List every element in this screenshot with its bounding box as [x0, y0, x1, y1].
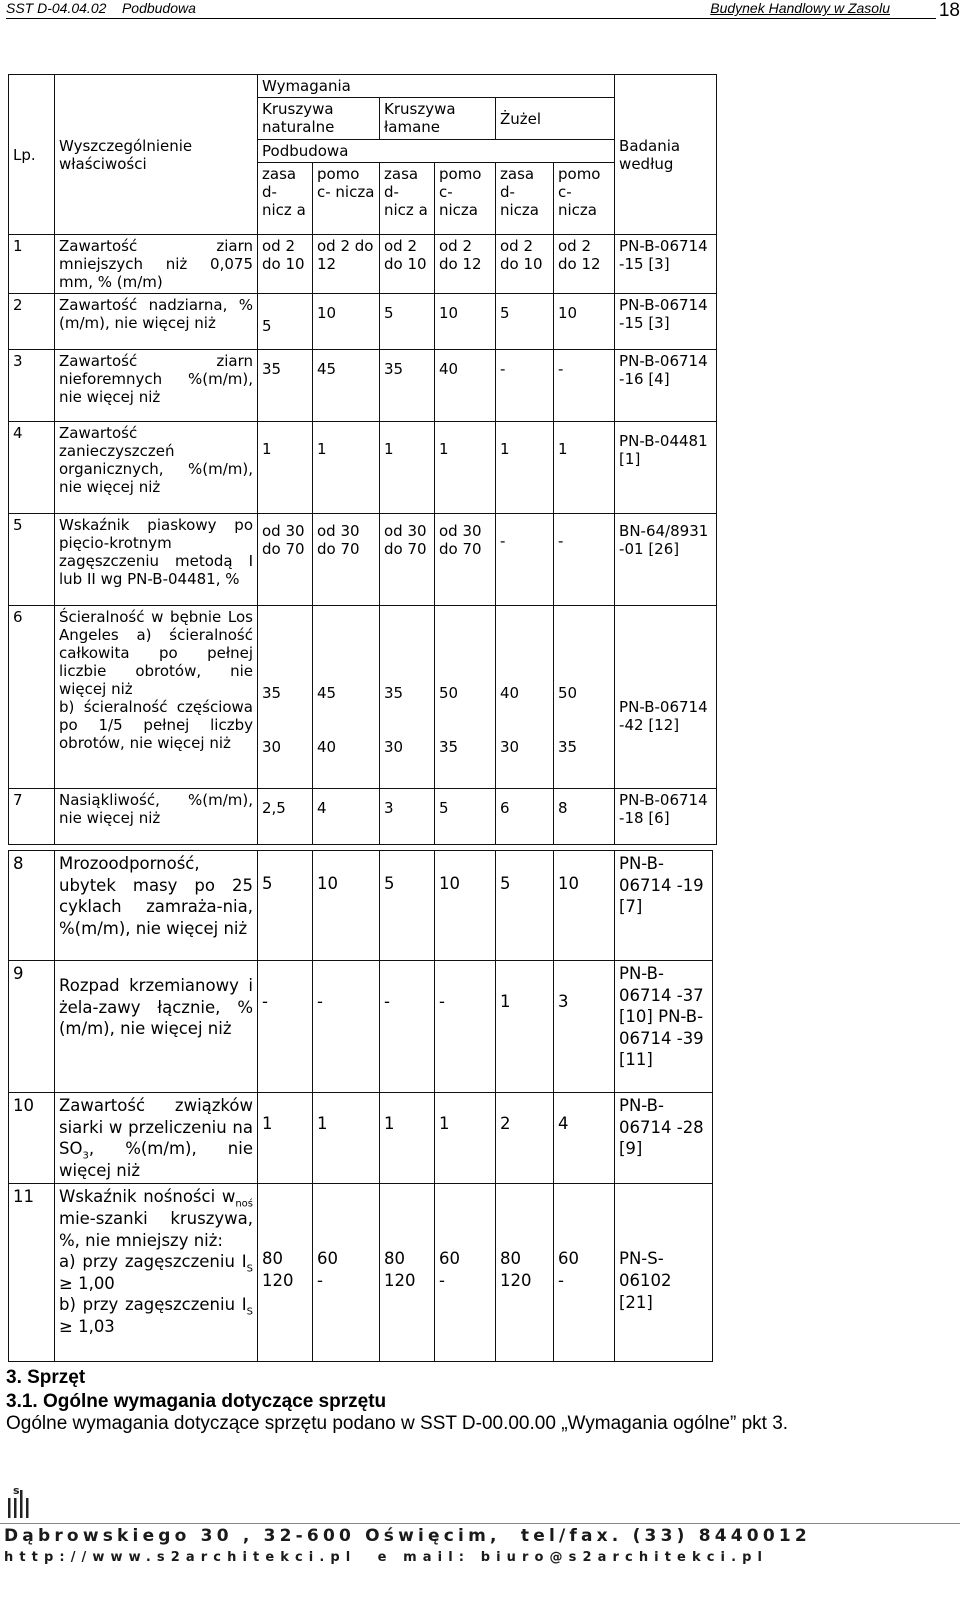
row-property-b: b) przy zagęszczeniu I [59, 1295, 247, 1315]
row-value-a: 40 [500, 684, 520, 702]
row-property-a: Ścieralność w bębnie Los Angeles a) ścieralność całkowita po pełnej liczbie obrotów, nie więcej niż [59, 608, 253, 698]
row-norm: PN-B-06714 -18 [6] [615, 789, 717, 845]
row-value-group [496, 606, 554, 789]
section-paragraph: Ogólne wymagania dotyczące sprzętu podano w SST D-00.00.00 „Wymagania ogólne” pkt 3. [6, 1413, 789, 1434]
row-value: 4 [554, 1093, 615, 1184]
row-value-b: - [439, 1270, 445, 1290]
row-value: 1 [435, 1093, 496, 1184]
row-property [55, 1093, 258, 1184]
row-value: 5 [258, 851, 313, 961]
row-value: 1 [435, 422, 496, 514]
row-value: - [496, 514, 554, 606]
row-property: Zawartość zanieczyszczeń organicznych, %(m/m), nie więcej niż [55, 422, 258, 514]
row-value-a: 80 [500, 1249, 521, 1269]
header-doc-id: SST D-04.04.02 Podbudowa [6, 0, 196, 16]
header-main-2: zasa d- nicz a [380, 163, 435, 235]
row-value: - [554, 350, 615, 422]
subscript: 3 [82, 1150, 89, 1162]
row-value: - [496, 350, 554, 422]
header-aux-3: pomo c- nicza [554, 163, 615, 235]
row-norm: PN-B-06714 -19 [7] [615, 851, 713, 961]
row-number: 8 [9, 851, 55, 961]
row-property: Zawartość ziarn mniejszych niż 0,075 mm, % (m/m) [55, 235, 258, 294]
row-property-text: ≥ 1,03 [59, 1316, 115, 1336]
row-value-group [258, 1184, 313, 1362]
section-title: 3. Sprzęt [6, 1367, 86, 1388]
running-header [6, 0, 936, 19]
row-property: Rozpad krzemianowy i żela-zawy łącznie, % (m/m), nie więcej niż [55, 961, 258, 1093]
row-value: od 2 do 10 [496, 235, 554, 294]
row-norm: PN-B-04481 [1] [615, 422, 717, 514]
row-value-a: 60 [439, 1249, 460, 1269]
header-property: Wyszczególnienie właściwości [55, 75, 258, 235]
row-value-group [380, 606, 435, 789]
row-value: 1 [380, 422, 435, 514]
row-property: Mrozoodporność, ubytek masy po 25 cyklach zamraża-nia, %(m/m), nie więcej niż [55, 851, 258, 961]
row-property-group [55, 606, 258, 789]
row-value-a: 50 [558, 684, 578, 702]
row-norm: PN-B-06714 -15 [3] [615, 294, 717, 350]
row-property: Zawartość ziarn nieforemnych %(m/m), nie więcej niż [55, 350, 258, 422]
row-value-b: 30 [384, 738, 404, 756]
row-number: 2 [9, 294, 55, 350]
row-value: - [258, 961, 313, 1093]
row-value-b: 120 [384, 1270, 416, 1290]
row-value-group [258, 606, 313, 789]
header-natural-aggregate: Kruszywa naturalne [258, 98, 380, 140]
row-property-a: a) przy zagęszczeniu I [59, 1252, 247, 1272]
row-value-b: 120 [262, 1270, 294, 1290]
row-value-b: 40 [317, 738, 337, 756]
row-value: 1 [496, 961, 554, 1093]
row-property-group [55, 1184, 258, 1362]
table-row [9, 350, 717, 422]
table-row [9, 1093, 713, 1184]
header-main-1: zasa d- nicz a [258, 163, 313, 235]
row-value: od 2 do 12 [313, 235, 380, 294]
row-value: - [435, 961, 496, 1093]
row-value: 10 [435, 294, 496, 350]
header-aux-2: pomo c- nicza [435, 163, 496, 235]
row-value: 10 [313, 294, 380, 350]
row-value: 8 [554, 789, 615, 845]
row-value: 35 [380, 350, 435, 422]
row-value: od 2 do 12 [554, 235, 615, 294]
row-value-a: 80 [262, 1249, 283, 1269]
requirements-table-part-2 [8, 850, 713, 1362]
table-row [9, 961, 713, 1093]
row-value-a: 35 [384, 684, 404, 702]
row-number: 7 [9, 789, 55, 845]
row-value: - [554, 514, 615, 606]
header-aux-1: pomo c- nicza [313, 163, 380, 235]
requirements-table-part-1 [8, 74, 717, 845]
row-property: Wskaźnik piaskowy po pięcio-krotnym zagęszczeniu metodą I lub II wg PN-B-04481, % [55, 514, 258, 606]
row-value: 2 [496, 1093, 554, 1184]
row-property-text: Wskaźnik nośności w [59, 1187, 236, 1207]
row-value: 10 [554, 851, 615, 961]
row-norm: PN-B-06714 -15 [3] [615, 235, 717, 294]
header-subbase: Podbudowa [258, 140, 615, 163]
row-number: 1 [9, 235, 55, 294]
row-value: 1 [313, 422, 380, 514]
row-value: 5 [496, 294, 554, 350]
row-value-b: - [558, 1270, 564, 1290]
row-value: 40 [435, 350, 496, 422]
row-value: 5 [496, 851, 554, 961]
row-value: 5 [435, 789, 496, 845]
row-value-a: 60 [558, 1249, 579, 1269]
row-value-group [435, 1184, 496, 1362]
company-logo-icon [6, 1484, 30, 1520]
row-value: od 30 do 70 [380, 514, 435, 606]
row-value-b: 35 [558, 738, 578, 756]
row-value-b: 120 [500, 1270, 532, 1290]
row-norm: PN-S-06102 [21] [615, 1184, 713, 1362]
row-norm: PN-B-06714 -16 [4] [615, 350, 717, 422]
row-property-text: Zawartość związków siarki w przeliczeniu na SO [59, 1096, 253, 1159]
footer-divider [0, 1523, 960, 1524]
row-value: od 2 do 10 [380, 235, 435, 294]
row-value: 10 [435, 851, 496, 961]
row-number: 10 [9, 1093, 55, 1184]
row-value-group [554, 1184, 615, 1362]
row-value: 4 [313, 789, 380, 845]
header-main-3: zasa d- nicza [496, 163, 554, 235]
row-value: 1 [496, 422, 554, 514]
row-value-a: 60 [317, 1249, 338, 1269]
table-row [9, 606, 717, 789]
row-value-b: 30 [500, 738, 520, 756]
row-value: - [313, 961, 380, 1093]
subscript: noś [235, 1198, 253, 1210]
table-row [9, 789, 717, 845]
row-value: od 30 do 70 [313, 514, 380, 606]
row-number: 11 [9, 1184, 55, 1362]
row-value-a: 45 [317, 684, 337, 702]
footer-address: Dąbrowskiego 30 , 32-600 Oświęcim, tel/fax. (33) 8440012 [4, 1526, 811, 1546]
row-value: 1 [258, 422, 313, 514]
row-value: 5 [380, 294, 435, 350]
row-value: od 30 do 70 [258, 514, 313, 606]
page-number: 18 [938, 0, 960, 21]
table-row [9, 235, 717, 294]
header-project: Budynek Handlowy w Zasolu [710, 0, 890, 16]
table-row [9, 1184, 713, 1362]
table-row [9, 851, 713, 961]
row-number: 4 [9, 422, 55, 514]
row-value: 2,5 [258, 789, 313, 845]
table-row [9, 294, 717, 350]
table-row [9, 422, 717, 514]
subsection-title: 3.1. Ogólne wymagania dotyczące sprzętu [6, 1391, 387, 1412]
row-norm: PN-B-06714 -42 [12] [615, 606, 717, 789]
row-value-group [554, 606, 615, 789]
header-requirements: Wymagania [258, 75, 615, 98]
row-value-group [313, 1184, 380, 1362]
row-property-b: b) ścieralność częściowa po 1/5 pełnej liczby obrotów, nie więcej niż [59, 698, 253, 752]
header-lp: Lp. [9, 75, 55, 235]
row-value: 1 [258, 1093, 313, 1184]
row-number: 9 [9, 961, 55, 1093]
row-value: 3 [380, 789, 435, 845]
row-value: 3 [554, 961, 615, 1093]
row-value: - [380, 961, 435, 1093]
footer-contact: http://www.s2architekci.pl e mail: biuro@s2architekci.pl [4, 1550, 769, 1565]
row-value: 10 [554, 294, 615, 350]
header-test-method: Badania według [615, 75, 717, 235]
header-slag: Żużel [496, 98, 615, 140]
row-value: 35 [258, 350, 313, 422]
row-value: od 2 do 12 [435, 235, 496, 294]
row-number: 6 [9, 606, 55, 789]
row-property: Nasiąkliwość, %(m/m), nie więcej niż [55, 789, 258, 845]
row-value-b: 30 [262, 738, 282, 756]
table-row [9, 514, 717, 606]
row-value: 5 [380, 851, 435, 961]
row-value-group [313, 606, 380, 789]
row-norm: BN-64/8931 -01 [26] [615, 514, 717, 606]
svg-text:s: s [13, 1484, 20, 1497]
row-value-group [380, 1184, 435, 1362]
row-value: 1 [380, 1093, 435, 1184]
row-value: od 2 do 10 [258, 235, 313, 294]
subscript: S [246, 1263, 253, 1275]
row-value: 45 [313, 350, 380, 422]
row-value: 1 [313, 1093, 380, 1184]
header-crushed-aggregate: Kruszywa łamane [380, 98, 496, 140]
row-value-a: 80 [384, 1249, 405, 1269]
row-value-a: 35 [262, 684, 282, 702]
row-value: 5 [258, 294, 313, 350]
row-property: Zawartość nadziarna, % (m/m), nie więcej niż [55, 294, 258, 350]
row-norm: PN-B-06714 -37 [10] PN-B-06714 -39 [11] [615, 961, 713, 1093]
row-number: 3 [9, 350, 55, 422]
row-value: 1 [554, 422, 615, 514]
row-property-text: ≥ 1,00 [59, 1273, 115, 1293]
row-value-group [496, 1184, 554, 1362]
row-property-text: , %(m/m), nie więcej niż [59, 1139, 253, 1180]
row-value: 6 [496, 789, 554, 845]
row-norm: PN-B-06714 -28 [9] [615, 1093, 713, 1184]
subscript: S [246, 1306, 253, 1318]
row-value-a: 50 [439, 684, 459, 702]
row-number: 5 [9, 514, 55, 606]
row-value: od 30 do 70 [435, 514, 496, 606]
row-value-b: 35 [439, 738, 459, 756]
row-property-text: mie-szanki kruszywa, %, nie mniejszy niż: [59, 1208, 253, 1250]
row-value-group [435, 606, 496, 789]
row-value: 10 [313, 851, 380, 961]
row-value-b: - [317, 1270, 323, 1290]
